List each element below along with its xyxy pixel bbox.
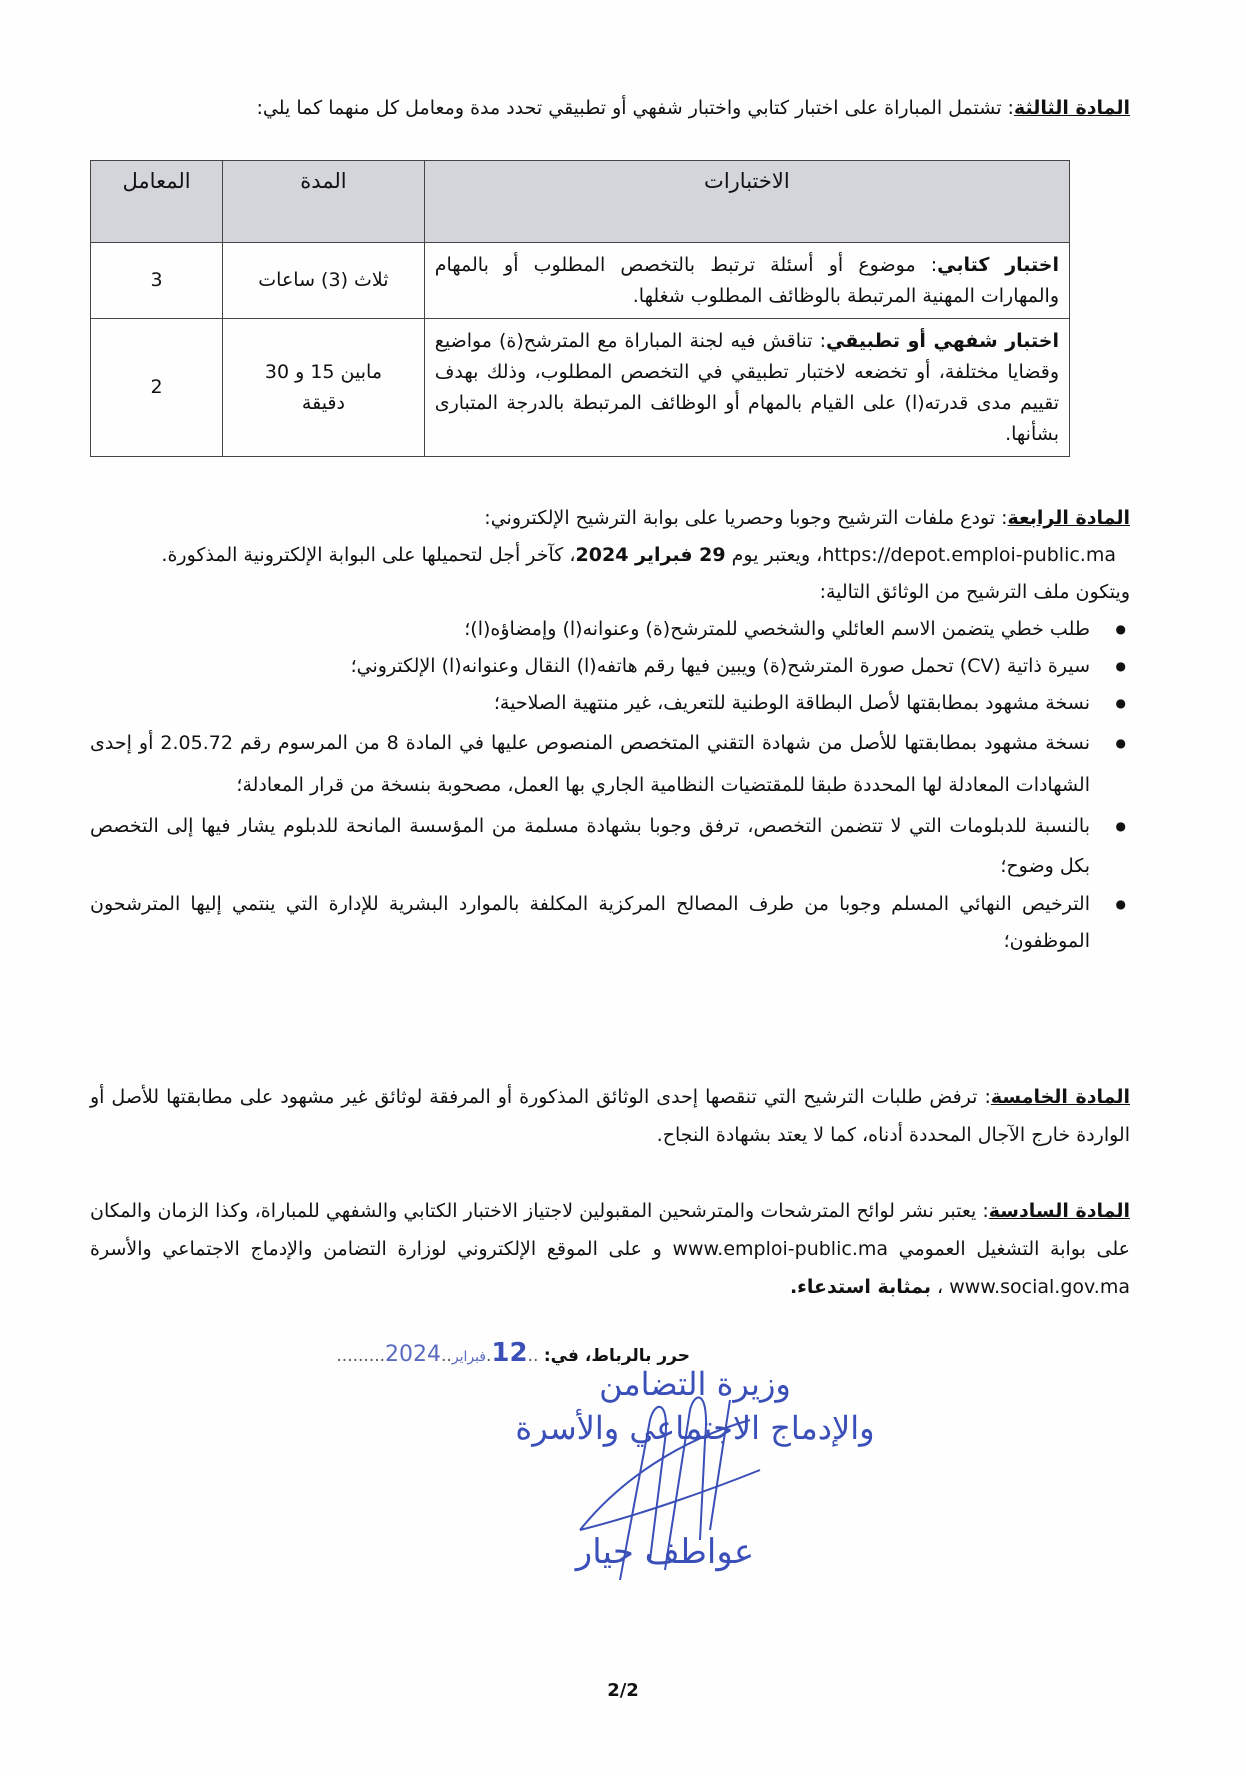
handwritten-signature-icon: [560, 1380, 780, 1590]
article-4-text3: ، كآخر أجل لتحميلها على البوابة الإلكترونية المذكورة.: [161, 544, 576, 566]
table-header-row: [91, 161, 1070, 243]
header-tests: الاختبارات: [424, 161, 1069, 243]
article-4-heading: [90, 500, 1130, 537]
article-4-deadline: [90, 537, 1130, 574]
tests-table: [90, 160, 1070, 457]
article-6-text: : يعتبر نشر لوائح المترشحات والمترشحين المقبولين لاجتياز الاختبار الكتابي والشفهي للمباراة، وكذا الزمان والمكان على بوابة التشغيل العمومي: [90, 1200, 1130, 1260]
test-description: [424, 319, 1069, 457]
documents-intro: ويتكون ملف الترشيح من الوثائق التالية:: [819, 581, 1130, 603]
convocation-note: بمثابة استدعاء.: [789, 1276, 931, 1298]
deadline-date: 29 فبراير 2024: [575, 544, 726, 566]
candidacy-portal-link[interactable]: https://depot.emploi-public.ma: [822, 544, 1116, 566]
stamp-line-2: والإدماج الاجتماعي والأسرة: [515, 1409, 875, 1447]
test-coefficient: 2: [91, 319, 223, 457]
article-4-text: : تودع ملفات الترشيح وجوبا وحصريا على بوابة الترشيح الإلكتروني:: [484, 507, 1008, 529]
list-item: ● طلب خطي يتضمن الاسم العائلي والشخصي للمترشح(ة) وعنوانه(ا) وإمضاؤه(ا)؛: [90, 611, 1130, 648]
article-3-label: المادة الثالثة: [1013, 97, 1130, 119]
test-label: اختبار كتابي: [937, 253, 1059, 276]
article-4-text2: ، ويعتبر يوم: [731, 544, 823, 566]
list-item: ● نسخة مشهود بمطابقتها للأصل من شهادة التقني المتخصص المنصوص عليها في المادة 8 من المرسوم رقم 2.05.72 أو إحدى الشهادات المعادلة لها المحددة طبقا للمقتضيات النظامية الجاري بها العمل، مصحوبة بنسخة من قرار المعادلة؛: [90, 722, 1130, 806]
stamp-line-1: وزيرة التضامن: [599, 1365, 791, 1403]
article-5-label: المادة الخامسة: [990, 1086, 1130, 1108]
header-coefficient: المعامل: [91, 161, 223, 243]
signature-place-date: حرر بالرباط، في: ..12.فبراير..2024.........: [336, 1338, 690, 1368]
list-item: ● بالنسبة للدبلومات التي لا تتضمن التخصص، ترفق وجوبا بشهادة مسلمة من المؤسسة المانحة للدبلوم يشار فيها إلى التخصص بكل وضوح؛: [90, 806, 1130, 886]
header-duration: المدة: [223, 161, 425, 243]
article-6-label: المادة السادسة: [988, 1200, 1130, 1222]
social-gov-link[interactable]: www.social.gov.ma: [949, 1276, 1130, 1298]
date-day: 12: [491, 1338, 528, 1368]
article-4: [90, 500, 1130, 960]
date-month: فبراير: [451, 1349, 486, 1365]
article-6: [90, 1192, 1130, 1306]
date-year: 2024: [385, 1342, 442, 1367]
stamp-name: عواطف حيار: [575, 1532, 755, 1572]
article-6-text2: و على الموقع الإلكتروني لوزارة التضامن والإدماج الاجتماعي والأسرة: [90, 1238, 662, 1260]
page-number: 2/2: [607, 1680, 639, 1701]
article-5: [90, 1078, 1130, 1154]
test-text: : تناقش فيه لجنة المباراة مع المترشح(ة) مواضيع وقضايا مختلفة، أو تخضعه لاختبار تطبيقي في التخصص المطلوب، وذلك بهدف تقييم مدى قدرته(ا) على القيام بالمهام أو الوظائف المرتبطة بالدرجة المتبارى بشأنها.: [434, 329, 1059, 445]
list-item: ● نسخة مشهود بمطابقتها لأصل البطاقة الوطنية للتعريف، غير منتهية الصلاحية؛: [90, 685, 1130, 722]
place-label: حرر بالرباط، في:: [543, 1346, 690, 1366]
article-3-text: : تشتمل المباراة على اختبار كتابي واختبار شفهي أو تطبيقي تحدد مدة ومعامل كل منهما كما يلي:: [256, 97, 1014, 119]
test-description: [424, 243, 1069, 319]
article-5-text: : ترفض طلبات الترشيح التي تنقصها إحدى الوثائق المذكورة أو المرفقة لوثائق غير مشهود على مطابقتها للأصل أو الواردة خارج الآجال المحددة أدناه، كما لا يعتد بشهادة النجاح.: [90, 1086, 1130, 1146]
documents-list: [90, 611, 1130, 960]
test-label: اختبار شفهي أو تطبيقي: [825, 329, 1060, 352]
article-3: [90, 90, 1130, 126]
table-row: [91, 319, 1070, 457]
test-coefficient: 3: [91, 243, 223, 319]
table-row: [91, 243, 1070, 319]
article-6-text3: ،: [937, 1276, 944, 1298]
test-duration: مابين 15 و 30 دقيقة: [223, 319, 425, 457]
test-duration: ثلاث (3) ساعات: [223, 243, 425, 319]
list-item: ● الترخيص النهائي المسلم وجوبا من طرف المصالح المركزية المكلفة بالموارد البشرية للإدارة التي ينتمي إليها المترشحون الموظفون؛: [90, 886, 1130, 960]
emploi-public-link[interactable]: www.emploi-public.ma: [672, 1238, 889, 1260]
test-text: : موضوع أو أسئلة ترتبط بالتخصص المطلوب أو بالمهام والمهارات المهنية المرتبطة بالوظائف المطلوب شغلها.: [434, 253, 1059, 307]
article-4-label: المادة الرابعة: [1007, 507, 1130, 529]
list-item: ● سيرة ذاتية (CV) تحمل صورة المترشح(ة) ويبين فيها رقم هاتفه(ا) النقال وعنوانه(ا) الإلكتروني؛: [90, 648, 1130, 685]
